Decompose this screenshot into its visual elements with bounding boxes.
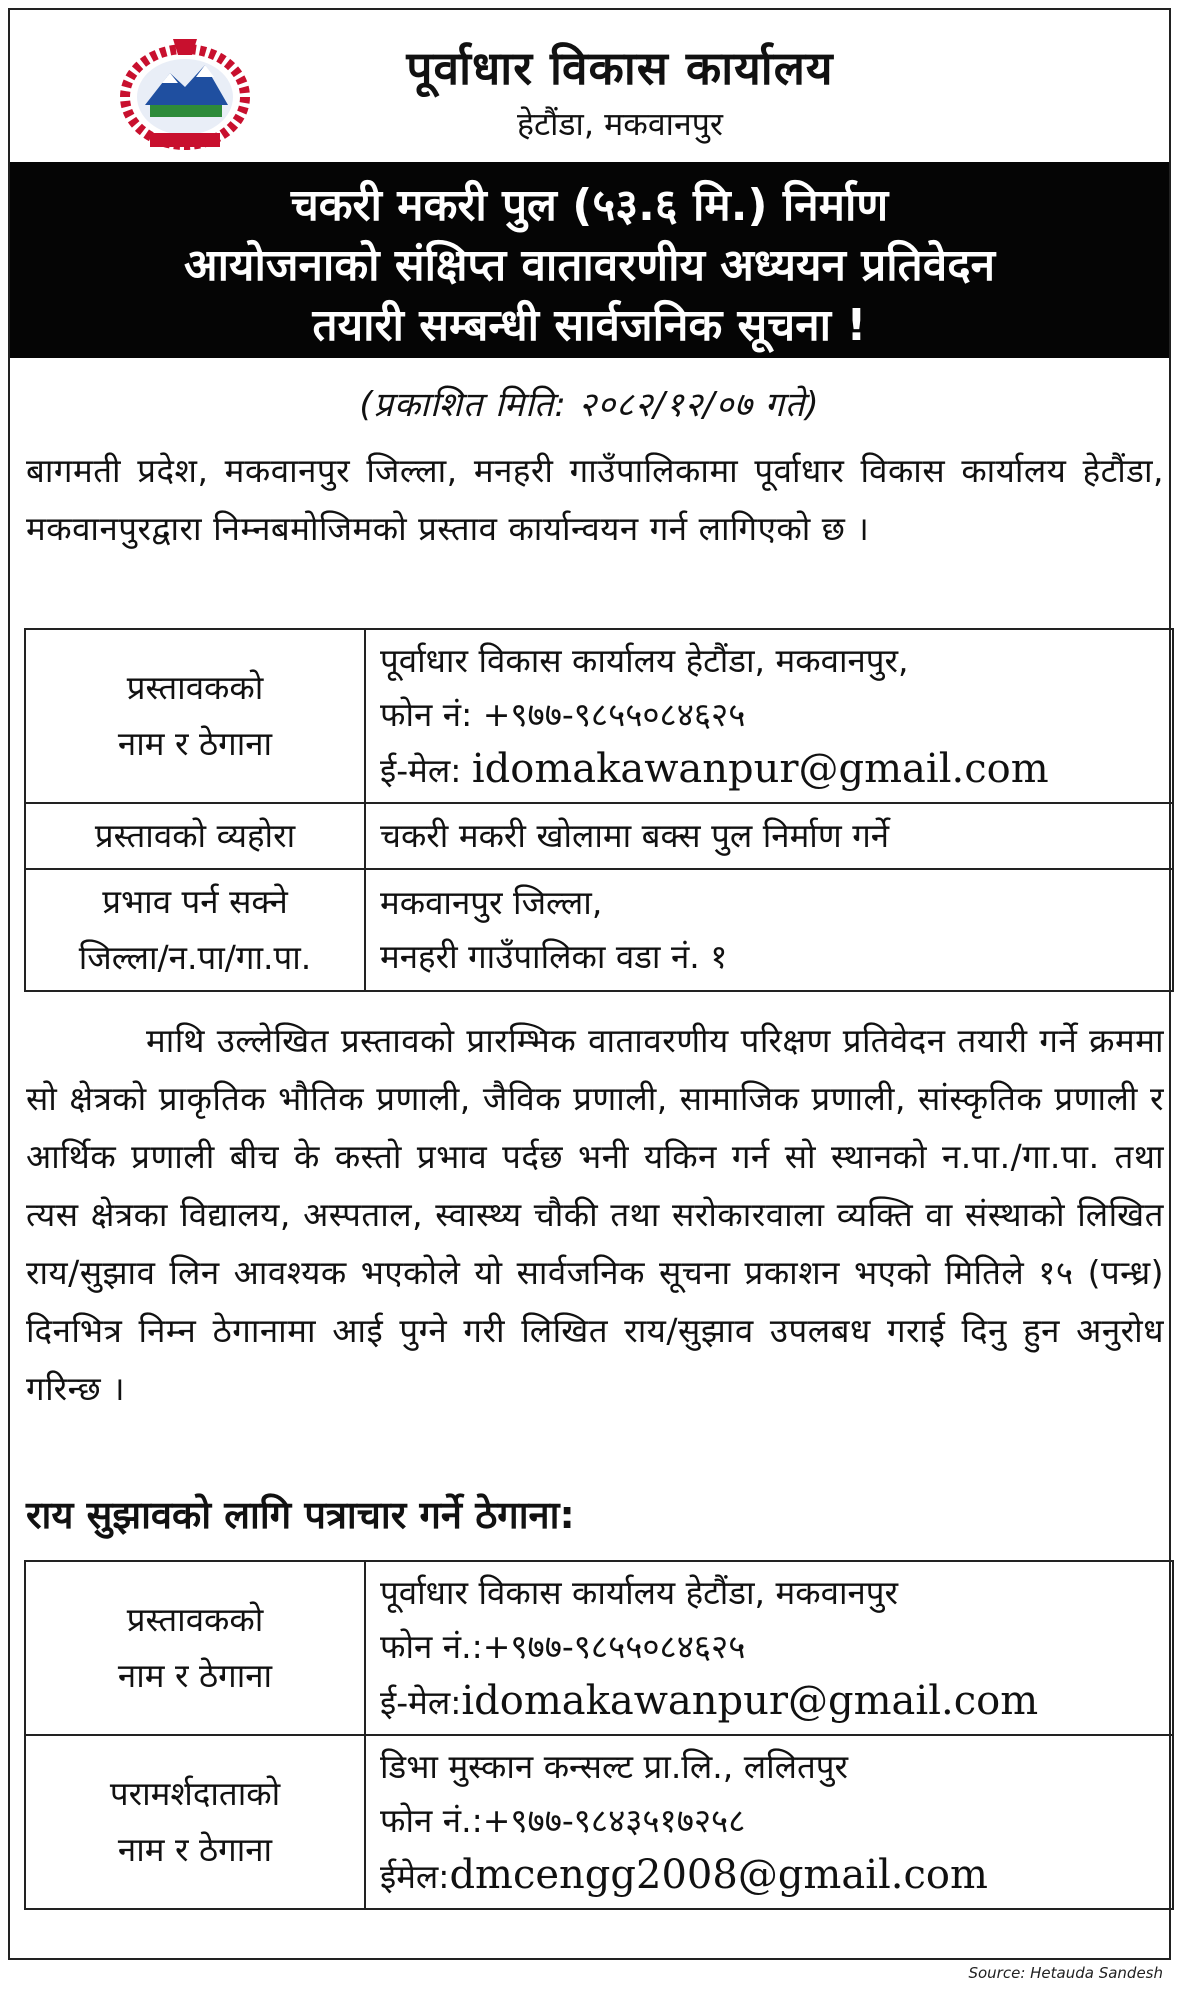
consultant-email-line [380,1848,1158,1904]
publication-date: (प्रकाशित मिति: २०८२/१२/०७ गते) [359,385,820,425]
source-credit: Source: Hetauda Sandesh [968,1964,1163,1982]
banner-line-3: तयारी सम्बन्धी सार्वजनिक सूचना ! [312,300,867,351]
office-address: हेटौंडा, मकवानपुर [517,105,723,143]
notice-title-banner [10,162,1169,358]
consultant-label [25,1735,365,1909]
proposer-email-line [380,1674,1158,1730]
consultant-email: dmcengg2008@gmail.com [449,1852,988,1898]
affected-area-label [25,869,365,991]
label-line: प्रभाव पर्न सक्ने [102,882,288,921]
proposer-label [25,1561,365,1735]
banner-line-1: चकरी मकरी पुल (५३.६ मि.) निर्माण [290,180,889,231]
table-row [25,869,1173,991]
table-row [25,629,1173,803]
proposer-address: पूर्वाधार विकास कार्यालय हेटौंडा, मकवानपुर, [380,641,909,680]
proposer-value [365,1561,1173,1735]
main-paragraph: माथि उल्लेखित प्रस्तावको प्रारम्भिक वातावरणीय परिक्षण प्रतिवेदन तयारी गर्ने क्रममा सो क्षेत्रको प्राकृतिक भौतिक प्रणाली, जैविक प्रणाली, सामाजिक प्रणाली, सांस्कृतिक प्रणाली र आर्थिक प्रणाली बीच के कस्तो प्रभाव पर्दछ भनी यकिन गर्न सो स्थानको न.पा./गा.पा. तथा त्यस क्षेत्रका विद्यालय, अस्पताल, स्वास्थ्य चौकी तथा सरोकारवाला व्यक्ति वा संस्थाको लिखित राय/सुझाव लिन आवश्यक भएकोले यो सार्वजनिक सूचना प्रकाशन भएको मितिले १५ (पन्ध्र) दिनभित्र निम्न ठेगानामा आई पुग्ने गरी लिखित राय/सुझाव उपलबध गराई दिनु हुन अनुरोध गरिन्छ । [26,1021,1164,1408]
label-line: नाम र ठेगाना [117,1656,273,1695]
consultant-address: डिभा मुस्कान कन्सल्ट प्रा.लि., ललितपुर [380,1747,849,1786]
proposer-email: idomakawanpur@gmail.com [471,746,1049,792]
label-line: परामर्शदाताको [109,1774,281,1813]
label-line: नाम र ठेगाना [117,724,273,763]
proposer-email: idomakawanpur@gmail.com [461,1678,1039,1724]
proposer-email-line [380,742,1158,798]
label-line: जिल्ला/न.पा/गा.पा. [78,938,312,977]
proposer-address: पूर्वाधार विकास कार्यालय हेटौंडा, मकवानपुर [380,1573,899,1612]
consultant-phone: फोन नं.:+९७७-९८४३५१७२५८ [380,1801,746,1840]
notice-frame [8,8,1171,1960]
notice-header [10,10,1169,162]
table-row [25,803,1173,869]
table-row [25,1735,1173,1909]
label-line: प्रस्तावकको [126,1600,264,1639]
consultant-value [365,1735,1173,1909]
correspondence-table [24,1560,1174,1910]
proposer-phone: फोन नं.:+९७७-९८५५०८४६२५ [380,1627,746,1666]
proposer-phone: फोन नं: +९७७-९८५५०८४६२५ [380,695,746,734]
table-row [25,1561,1173,1735]
proposal-subject-label: प्रस्तावको व्यहोरा [25,803,365,869]
proposal-table [24,628,1174,992]
value-line: मकवानपुर जिल्ला, [380,883,603,922]
intro-paragraph: बागमती प्रदेश, मकवानपुर जिल्ला, मनहरी गाउँपालिकामा पूर्वाधार विकास कार्यालय हेटौंडा, मकवानपुरद्वारा निम्नबमोजिमको प्रस्ताव कार्यान्वयन गर्न लागिएको छ । [26,451,1164,548]
value-line: मनहरी गाउँपालिका वडा नं. १ [380,937,728,976]
label-line: प्रस्तावकको [126,668,264,707]
correspondence-heading: राय सुझावको लागि पत्राचार गर्ने ठेगाना: [26,1493,575,1537]
nepal-emblem-icon [110,35,260,153]
proposer-label [25,629,365,803]
proposal-subject-value: चकरी मकरी खोलामा बक्स पुल निर्माण गर्ने [365,803,1173,869]
office-name: पूर्वाधार विकास कार्यालय [406,41,834,95]
banner-line-2: आयोजनाको संक्षिप्त वातावरणीय अध्ययन प्रतिवेदन [183,240,996,291]
email-label: ईमेल: [380,1857,450,1896]
email-label: ई-मेल: [380,1683,462,1722]
affected-area-value [365,869,1173,991]
label-line: नाम र ठेगाना [117,1830,273,1869]
email-label: ई-मेल: [380,751,462,790]
proposer-value [365,629,1173,803]
